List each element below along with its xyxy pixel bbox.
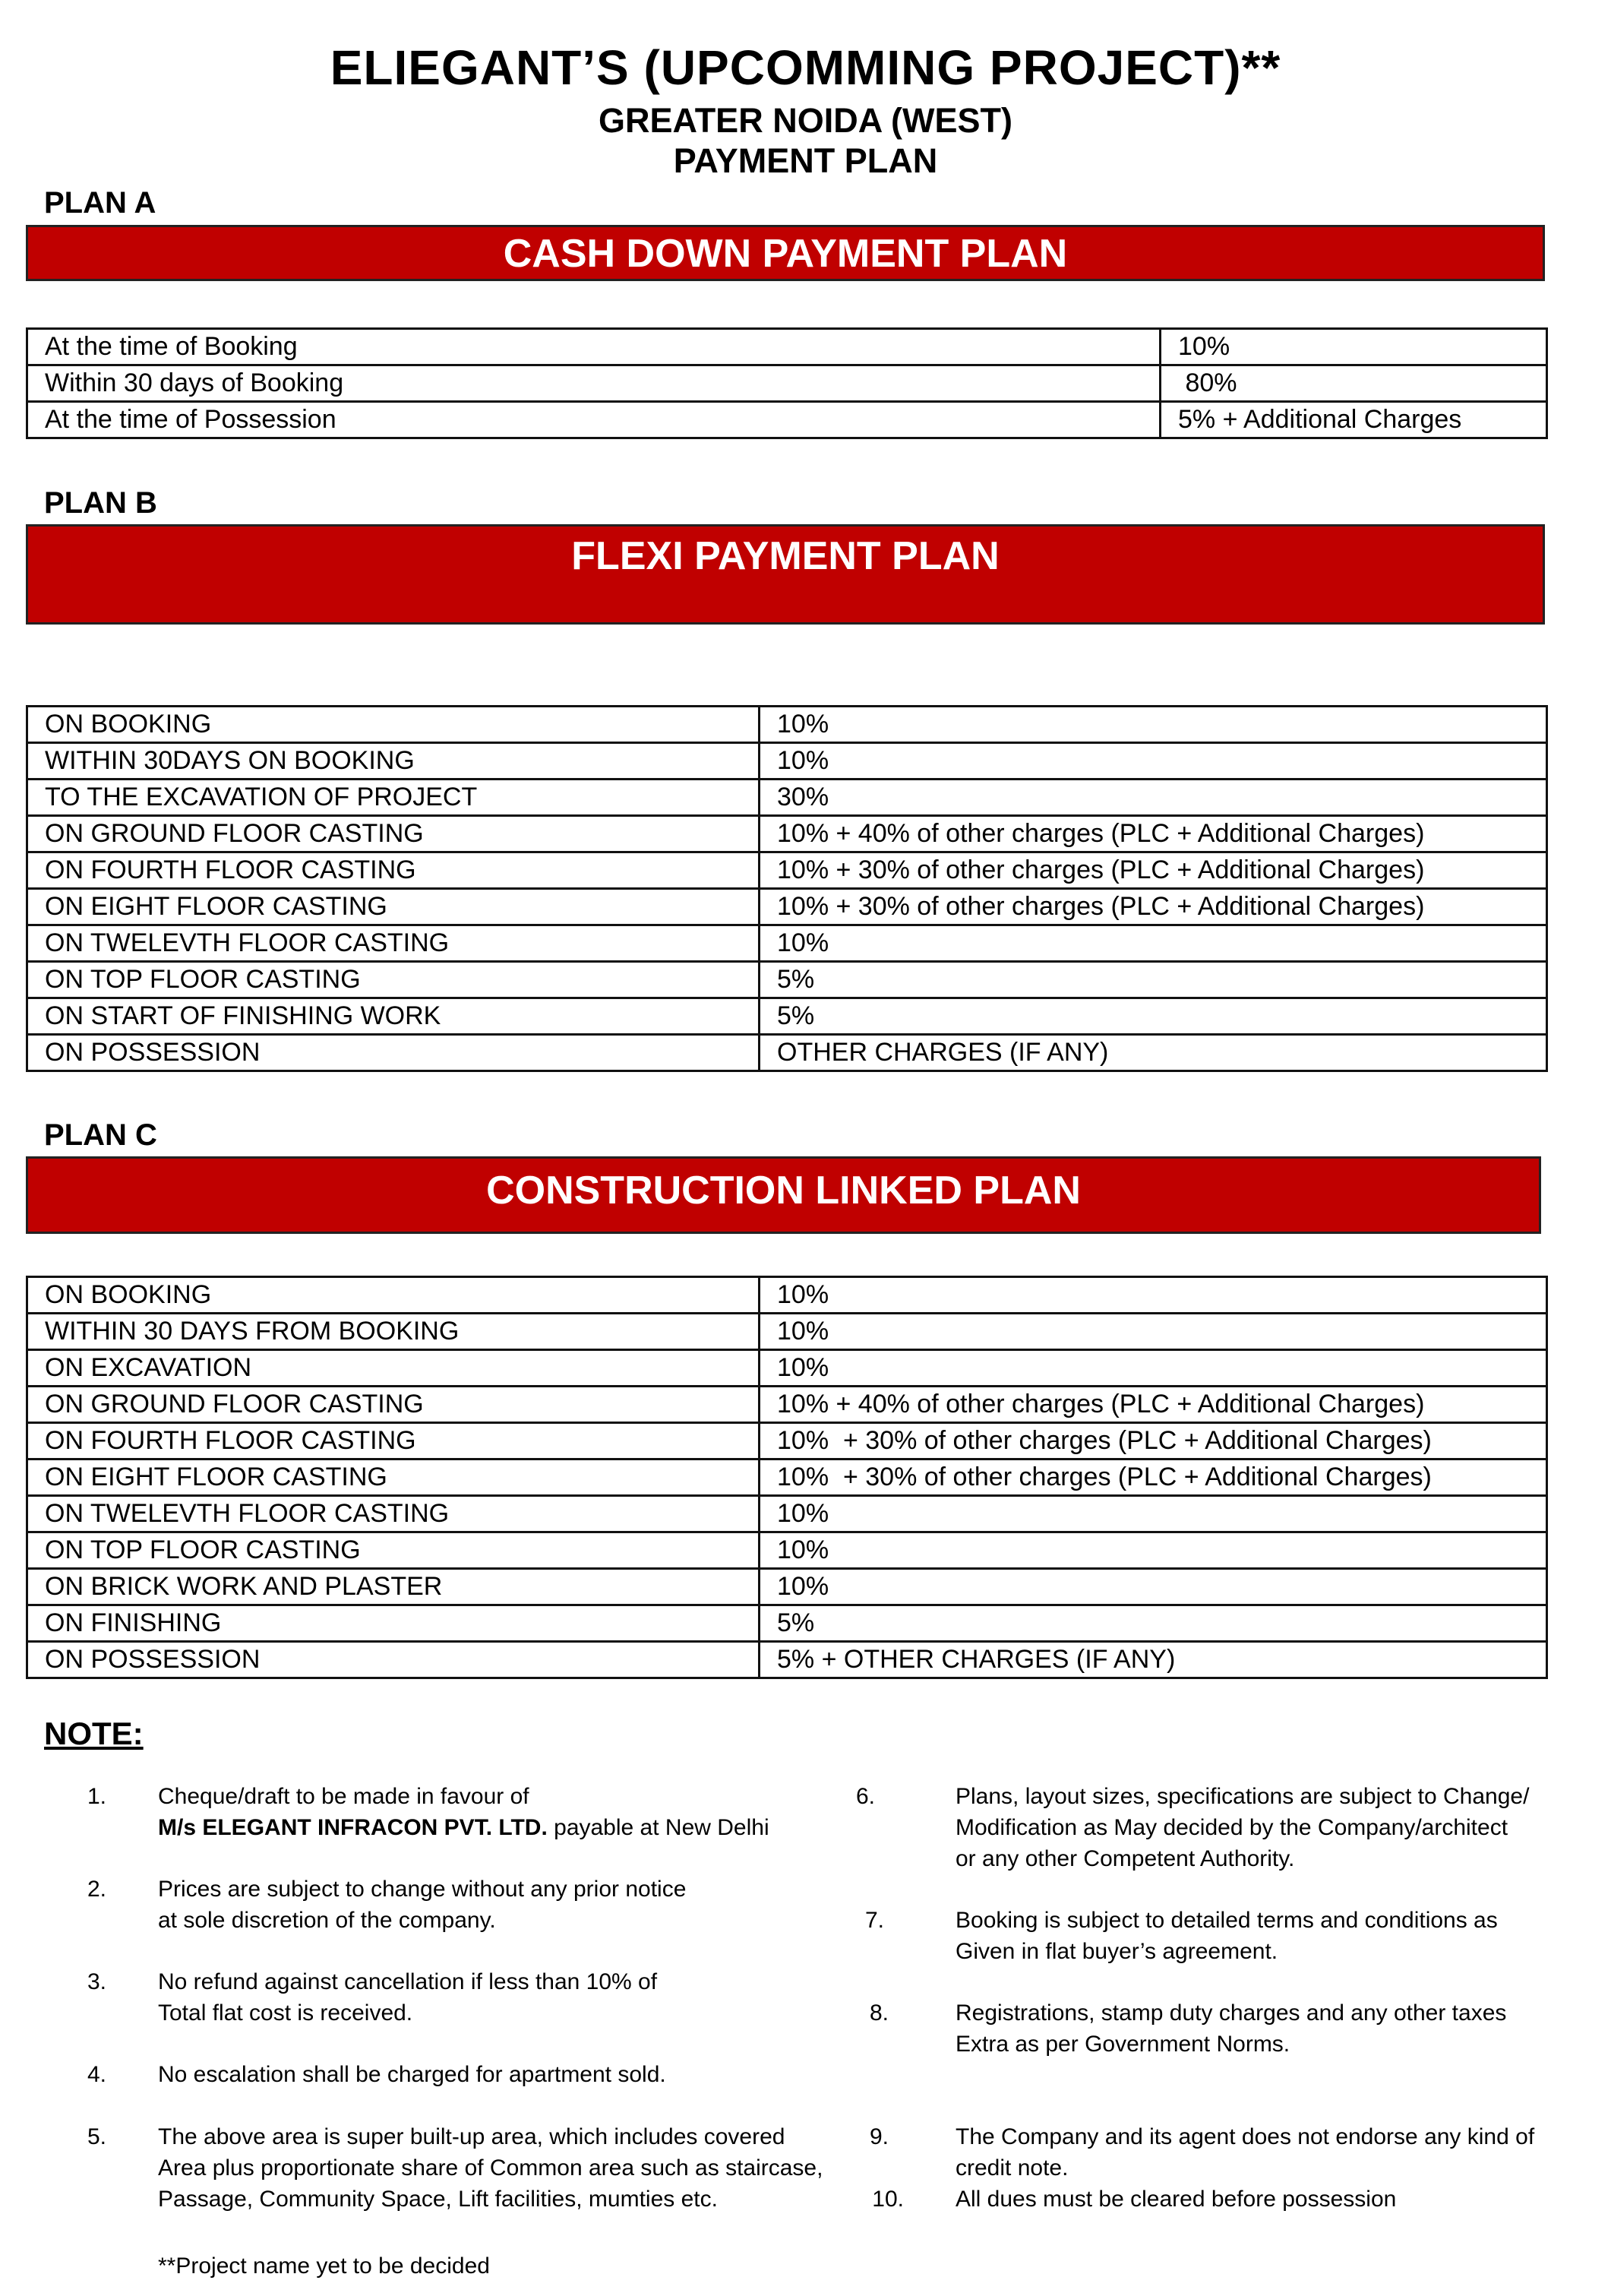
table-row bbox=[27, 743, 1547, 780]
note-number: 2. bbox=[87, 1877, 106, 1902]
note-line: payable at New Delhi bbox=[547, 1815, 769, 1840]
note-text: Registrations, stamp duty charges and any other taxes Extra as per Government Norms. bbox=[956, 2000, 1507, 2057]
stage-cell: WITHIN 30 DAYS FROM BOOKING bbox=[27, 1314, 760, 1350]
plan-b-label: PLAN B bbox=[44, 486, 157, 520]
payment-cell: 5% bbox=[760, 998, 1547, 1035]
stage-cell: ON FINISHING bbox=[27, 1605, 760, 1642]
payment-cell: 10% bbox=[760, 743, 1547, 780]
table-row bbox=[27, 925, 1547, 962]
stage-cell: WITHIN 30DAYS ON BOOKING bbox=[27, 743, 760, 780]
payment-cell: 5% + OTHER CHARGES (IF ANY) bbox=[760, 1642, 1547, 1678]
payment-cell: 10% + 30% of other charges (PLC + Additional Charges) bbox=[760, 852, 1547, 889]
payment-cell: 10% bbox=[760, 925, 1547, 962]
payment-cell: 10% bbox=[760, 1277, 1547, 1314]
plan-a-banner: CASH DOWN PAYMENT PLAN bbox=[26, 225, 1545, 281]
plan-c-table bbox=[26, 1276, 1548, 1679]
table-row bbox=[27, 1277, 1547, 1314]
plan-a-table bbox=[26, 327, 1548, 439]
payment-cell: 10% bbox=[760, 1314, 1547, 1350]
note-number: 3. bbox=[87, 1969, 106, 1994]
payment-cell: 10% bbox=[760, 1496, 1547, 1532]
payment-cell: 10% + 40% of other charges (PLC + Additional Charges) bbox=[760, 1387, 1547, 1423]
payment-cell: OTHER CHARGES (IF ANY) bbox=[760, 1035, 1547, 1071]
payment-cell: 5% + Additional Charges bbox=[1161, 402, 1547, 438]
stage-cell: ON BOOKING bbox=[27, 1277, 760, 1314]
stage-cell: ON EIGHT FLOOR CASTING bbox=[27, 889, 760, 925]
note-line: Cheque/draft to be made in favour of bbox=[158, 1784, 529, 1809]
table-row bbox=[27, 1035, 1547, 1071]
payment-cell: 10% bbox=[1161, 329, 1547, 365]
table-row bbox=[27, 707, 1547, 743]
table-row bbox=[27, 1460, 1547, 1496]
note-number: 5. bbox=[87, 2124, 106, 2149]
note-number: 9. bbox=[869, 2124, 889, 2149]
stage-cell: ON GROUND FLOOR CASTING bbox=[27, 1387, 760, 1423]
payment-cell: 5% bbox=[760, 1605, 1547, 1642]
stage-cell: ON START OF FINISHING WORK bbox=[27, 998, 760, 1035]
payment-plan-subtitle: PAYMENT PLAN bbox=[673, 141, 938, 180]
payment-cell: 10% + 30% of other charges (PLC + Additional Charges) bbox=[760, 1460, 1547, 1496]
table-row bbox=[27, 962, 1547, 998]
table-row bbox=[27, 1569, 1547, 1605]
document-title: ELIEGANT’S (UPCOMMING PROJECT)** bbox=[330, 40, 1281, 95]
stage-cell: ON BOOKING bbox=[27, 707, 760, 743]
stage-cell: ON FOURTH FLOOR CASTING bbox=[27, 1423, 760, 1460]
table-row bbox=[27, 1350, 1547, 1387]
stage-cell: At the time of Booking bbox=[27, 329, 1161, 365]
stage-cell: Within 30 days of Booking bbox=[27, 365, 1161, 402]
stage-cell: ON TWELEVTH FLOOR CASTING bbox=[27, 925, 760, 962]
notes-heading: NOTE: bbox=[44, 1716, 144, 1751]
stage-cell: ON POSSESSION bbox=[27, 1642, 760, 1678]
note-number: 4. bbox=[87, 2062, 106, 2087]
note-text: The Company and its agent does not endorse any kind of credit note. bbox=[956, 2124, 1535, 2181]
plan-b-banner: FLEXI PAYMENT PLAN bbox=[26, 524, 1545, 625]
payment-cell: 10% + 30% of other charges (PLC + Additional Charges) bbox=[760, 889, 1547, 925]
note-text: No refund against cancellation if less than 10% of Total flat cost is received. bbox=[158, 1969, 658, 2026]
note-text: The above area is super built-up area, which includes covered Area plus proportionate share of Common area such as staircase, Passage, Community Space, Lift facilities, mumties etc. bbox=[158, 2124, 823, 2212]
table-row bbox=[27, 365, 1547, 402]
table-row bbox=[27, 998, 1547, 1035]
payment-cell: 10% bbox=[760, 1569, 1547, 1605]
stage-cell: At the time of Possession bbox=[27, 402, 1161, 438]
plan-a-label: PLAN A bbox=[44, 186, 156, 220]
plan-c-label: PLAN C bbox=[44, 1118, 157, 1152]
payment-cell: 10% + 40% of other charges (PLC + Additional Charges) bbox=[760, 816, 1547, 852]
table-row bbox=[27, 780, 1547, 816]
note-text: No escalation shall be charged for apartment sold. bbox=[158, 2062, 666, 2087]
stage-cell: ON EXCAVATION bbox=[27, 1350, 760, 1387]
note-text: Booking is subject to detailed terms and conditions as Given in flat buyer’s agreement. bbox=[956, 1908, 1498, 1964]
stage-cell: ON TOP FLOOR CASTING bbox=[27, 1532, 760, 1569]
table-row bbox=[27, 889, 1547, 925]
stage-cell: ON POSSESSION bbox=[27, 1035, 760, 1071]
footnote: **Project name yet to be decided bbox=[158, 2253, 490, 2279]
payment-cell: 10% bbox=[760, 707, 1547, 743]
note-text: Prices are subject to change without any prior notice at sole discretion of the company. bbox=[158, 1877, 687, 1933]
table-row bbox=[27, 1423, 1547, 1460]
plan-b-table bbox=[26, 705, 1548, 1072]
stage-cell: ON TWELEVTH FLOOR CASTING bbox=[27, 1496, 760, 1532]
table-row bbox=[27, 1496, 1547, 1532]
table-row bbox=[27, 1642, 1547, 1678]
note-number: 8. bbox=[869, 2000, 889, 2026]
note-number: 7. bbox=[864, 1908, 884, 1933]
payment-cell: 30% bbox=[760, 780, 1547, 816]
note-text: All dues must be cleared before possession bbox=[956, 2187, 1397, 2212]
payment-cell: 80% bbox=[1161, 365, 1547, 402]
location-subtitle: GREATER NOIDA (WEST) bbox=[599, 101, 1012, 140]
stage-cell: ON BRICK WORK AND PLASTER bbox=[27, 1569, 760, 1605]
table-row bbox=[27, 1532, 1547, 1569]
table-row bbox=[27, 1387, 1547, 1423]
note-number: 6. bbox=[855, 1784, 875, 1809]
note-text: Plans, layout sizes, specifications are subject to Change/ Modification as May decided by the Company/architect or any other Competent Authority. bbox=[956, 1784, 1530, 1871]
table-row bbox=[27, 329, 1547, 365]
stage-cell: TO THE EXCAVATION OF PROJECT bbox=[27, 780, 760, 816]
payment-cell: 10% bbox=[760, 1350, 1547, 1387]
plan-c-banner: CONSTRUCTION LINKED PLAN bbox=[26, 1156, 1541, 1234]
table-row bbox=[27, 816, 1547, 852]
stage-cell: ON GROUND FLOOR CASTING bbox=[27, 816, 760, 852]
table-row bbox=[27, 1605, 1547, 1642]
payment-cell: 5% bbox=[760, 962, 1547, 998]
note-text bbox=[158, 1781, 769, 1843]
payment-cell: 10% + 30% of other charges (PLC + Additional Charges) bbox=[760, 1423, 1547, 1460]
note-number: 1. bbox=[87, 1784, 106, 1809]
stage-cell: ON TOP FLOOR CASTING bbox=[27, 962, 760, 998]
note-number: 10. bbox=[872, 2187, 904, 2212]
payment-cell: 10% bbox=[760, 1532, 1547, 1569]
stage-cell: ON FOURTH FLOOR CASTING bbox=[27, 852, 760, 889]
table-row bbox=[27, 1314, 1547, 1350]
table-row bbox=[27, 852, 1547, 889]
company-name: M/s ELEGANT INFRACON PVT. LTD. bbox=[158, 1815, 548, 1840]
stage-cell: ON EIGHT FLOOR CASTING bbox=[27, 1460, 760, 1496]
table-row bbox=[27, 402, 1547, 438]
